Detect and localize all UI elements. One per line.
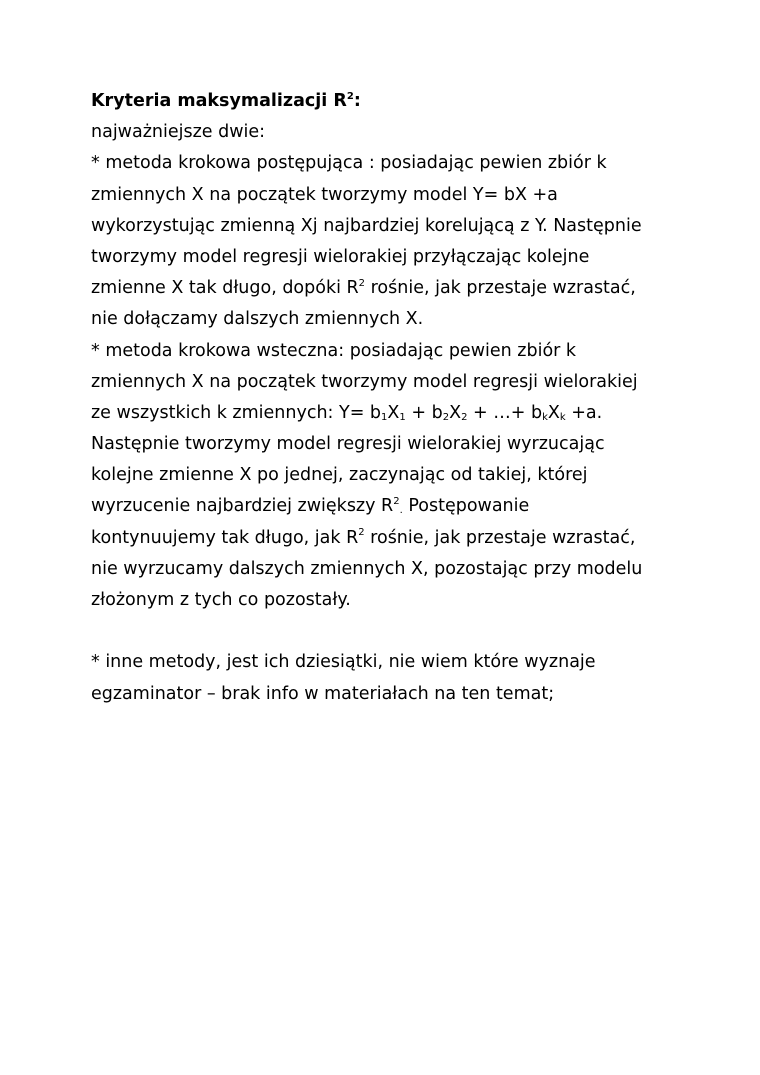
text-line: zmienne X tak długo, dopóki $R^2$ rośnie, jak przestaje wzrastać, — [91, 277, 636, 299]
text-line: nie dołączamy dalszych zmiennych X. — [91, 309, 424, 330]
text-line: wykorzystując zmienną Xj najbardziej korelującą z Y. Następnie — [91, 215, 642, 236]
text-line: * metoda krokowa wsteczna: posiadając pewien zbiór k — [91, 340, 577, 361]
forward-method-paragraph — [91, 148, 691, 335]
text-line: zmiennych X na początek tworzymy model Y= bX +a — [91, 184, 558, 205]
intro-line: najważniejsze dwie: — [91, 122, 266, 143]
other-methods-paragraph — [91, 647, 691, 709]
text-line: kontynuujemy tak długo, jak $R^2$ rośnie, jak przestaje wzrastać, — [91, 527, 636, 548]
text-line: egzaminator – brak info w materiałach na ten temat; — [91, 683, 555, 704]
text-line: wyrzucenie najbardziej zwiększy $R^2_.$ Postępowanie — [91, 495, 530, 517]
text-line: * inne metody, jest ich dziesiątki, nie wiem które wyznaje — [91, 652, 596, 673]
text-line: zmiennych X na początek tworzymy model regresji wielorakiej — [91, 371, 638, 392]
document-title: Kryteria maksymalizacji $R^2$: — [91, 90, 361, 111]
document-page — [91, 86, 691, 710]
text-line: kolejne zmienne X po jednej, zaczynając od takiej, której — [91, 465, 588, 486]
text-line: tworzymy model regresji wielorakiej przyłączając kolejne — [91, 246, 590, 267]
text-line: złożonym z tych co pozostały. — [91, 590, 351, 610]
text-line: * metoda krokowa postępująca : posiadając pewien zbiór k — [91, 153, 607, 174]
backward-method-paragraph — [91, 336, 691, 617]
paragraph-spacer — [91, 616, 691, 647]
formula-line: ze wszystkich k zmiennych: $Y= b_1X_1 + b_2X_2$ + …+ $b_kX_k +a$. — [91, 402, 603, 423]
text-line: nie wyrzucamy dalszych zmiennych X, pozostając przy modelu — [91, 558, 643, 579]
text-line: Następnie tworzymy model regresji wielorakiej wyrzucając — [91, 434, 605, 455]
